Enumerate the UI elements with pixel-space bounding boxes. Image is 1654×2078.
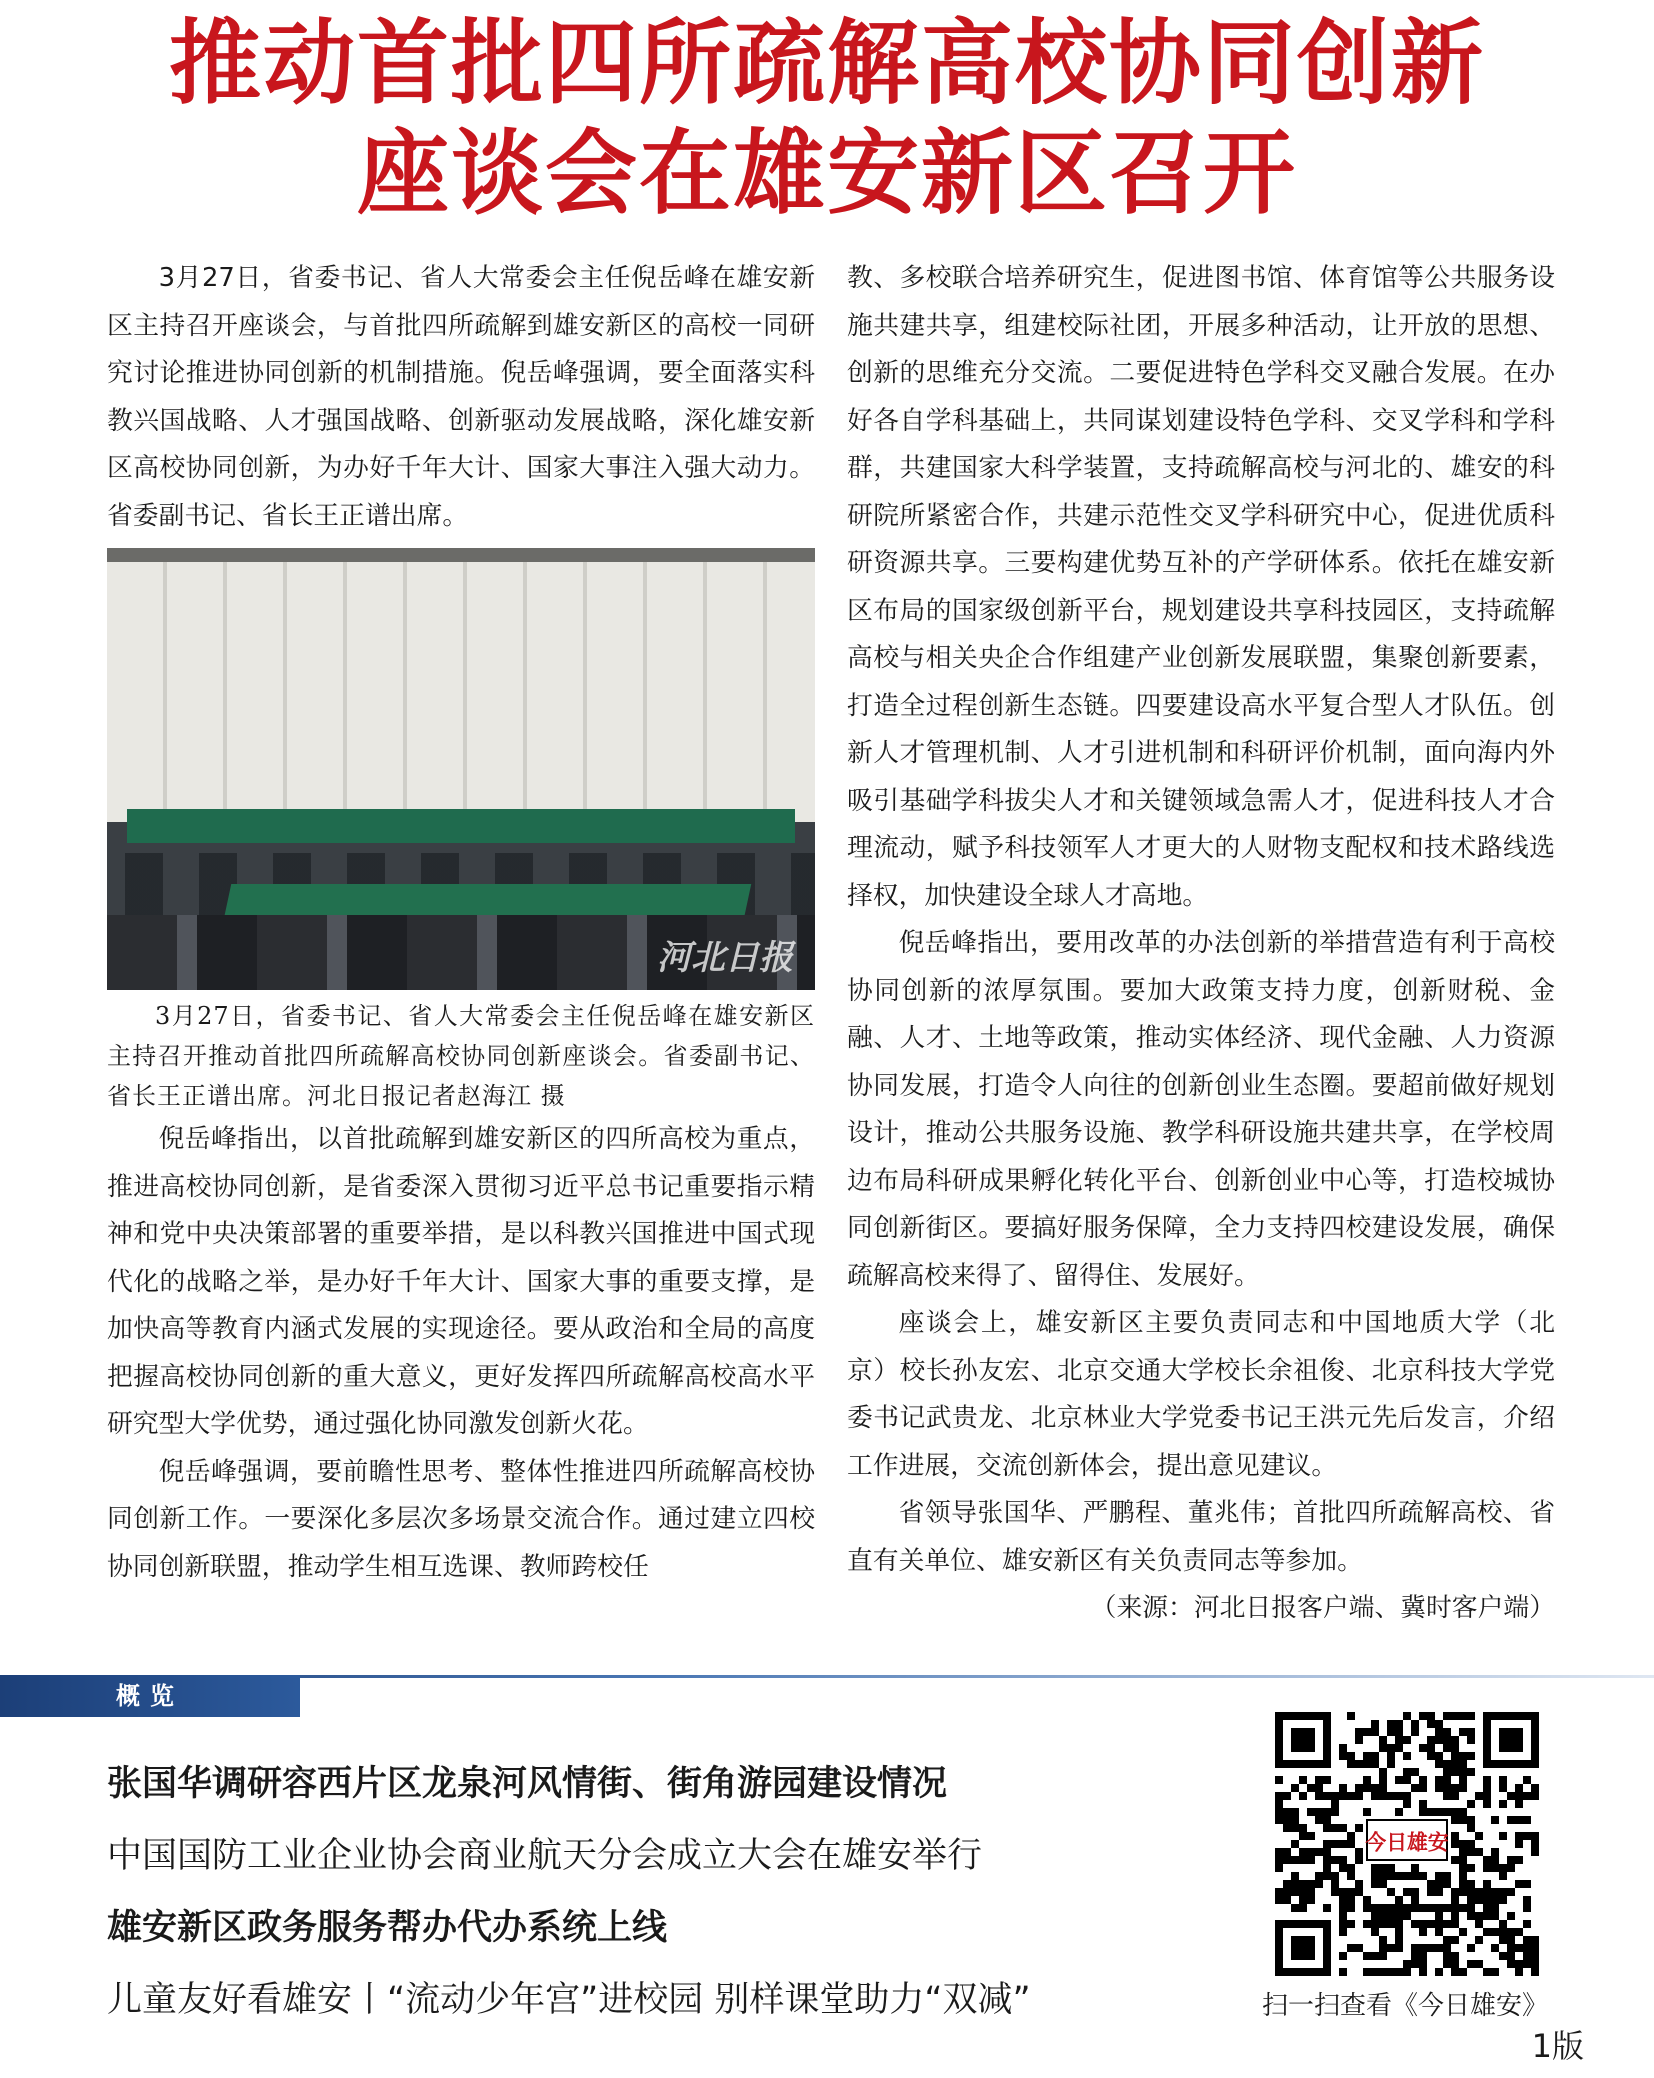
article-paragraph: 省领导张国华、严鹏程、董兆伟；首批四所疏解高校、省直有关单位、雄安新区有关负责同志等参加。 xyxy=(847,1498,1555,1576)
article-paragraph: 座谈会上，雄安新区主要负责同志和中国地质大学（北京）校长孙友宏、北京交通大学校长余祖俊、北京科技大学党委书记武贵龙、北京林业大学党委书记王洪元先后发言，介绍工作进展，交流创新体会，提出意见建议。 xyxy=(847,1308,1555,1481)
photo-caption: 3月27日，省委书记、省人大常委会主任倪岳峰在雄安新区主持召开推动首批四所疏解高校协同创新座谈会。省委副书记、省长王正谱出席。河北日报记者赵海江 摄 xyxy=(107,1002,815,1110)
overview-item[interactable]: 中国国防工业企业协会商业航天分会成立大会在雄安举行 xyxy=(107,1836,983,1876)
article-paragraph: 倪岳峰指出，要用改革的办法创新的举措营造有利于高校协同创新的浓厚氛围。要加大政策支持力度，创新财税、金融、人才、土地等政策，推动实体经济、现代金融、人力资源协同发展，打造令人向往的创新创业生态圈。要超前做好规划设计，推动公共服务设施、教学科研设施共建共享，在学校周边布局科研成果孵化转化平台、创新创业中心等，打造校城协同创新街区。要搞好服务保障，全力支持四校建设发展，确保疏解高校来得了、留得住、发展好。 xyxy=(847,928,1555,1291)
article-paragraph: 倪岳峰指出，以首批疏解到雄安新区的四所高校为重点，推进高校协同创新，是省委深入贯彻习近平总书记重要指示精神和党中央决策部署的重要举措，是以科教兴国推进中国式现代化的战略之举，是办好千年大计、国家大事的重要支撑，是加快高等教育内涵式发展的实现途径。要从政治和全局的高度把握高校协同创新的重大意义，更好发挥四所疏解高校高水平研究型大学优势，通过强化协同激发创新火花。 xyxy=(107,1124,815,1439)
overview-item[interactable]: 儿童友好看雄安丨“流动少年宫”进校园 别样课堂助力“双减” xyxy=(107,1980,1031,2020)
article-left-column xyxy=(107,255,815,1591)
overview-label: 概览 xyxy=(0,1675,300,1717)
overview-item[interactable]: 张国华调研容西片区龙泉河风情街、街角游园建设情况 xyxy=(107,1764,948,1804)
photo-watermark: 河北日报 xyxy=(657,937,793,978)
article-right-column xyxy=(847,255,1555,1633)
qr-code[interactable] xyxy=(1275,1712,1539,1976)
meeting-photo xyxy=(107,548,815,990)
headline-line-1: 推动首批四所疏解高校协同创新 xyxy=(168,9,1485,117)
article-paragraph: 倪岳峰强调，要前瞻性思考、整体性推进四所疏解高校协同创新工作。一要深化多层次多场景交流合作。通过建立四校协同创新联盟，推动学生相互选课、教师跨校任 xyxy=(107,1456,815,1582)
article-source: （来源：河北日报客户端、冀时客户端） xyxy=(1090,1593,1555,1623)
article-paragraph: 教、多校联合培养研究生，促进图书馆、体育馆等公共服务设施共建共享，组建校际社团，开展多种活动，让开放的思想、创新的思维充分交流。二要促进特色学科交叉融合发展。在办好各自学科基础上，共同谋划建设特色学科、交叉学科和学科群，共建国家大科学装置，支持疏解高校与河北的、雄安的科研院所紧密合作，共建示范性交叉学科研究中心，促进优质科研资源共享。三要构建优势互补的产学研体系。依托在雄安新区布局的国家级创新平台，规划建设共享科技园区，支持疏解高校与相关央企合作组建产业创新发展联盟，集聚创新要素，打造全过程创新生态链。四要建设高水平复合型人才队伍。创新人才管理机制、人才引进机制和科研评价机制，面向海内外吸引基础学科拔尖人才和关键领域急需人才，促进科技人才合理流动，赋予科技领军人才更大的人财物支配权和技术路线选择权，加快建设全球人才高地。 xyxy=(847,263,1555,911)
overview-list xyxy=(107,1748,1247,2036)
page-number: 1版 xyxy=(1531,2027,1584,2065)
headline-line-2: 座谈会在雄安新区召开 xyxy=(356,119,1297,227)
overview-item[interactable]: 雄安新区政务服务帮办代办系统上线 xyxy=(107,1908,668,1948)
qr-logo-text: 今日雄安 xyxy=(1365,1829,1449,1855)
qr-caption: 扫一扫查看《今日雄安》 xyxy=(1261,1991,1548,2021)
article-paragraph: 3月27日，省委书记、省人大常委会主任倪岳峰在雄安新区主持召开座谈会，与首批四所疏解到雄安新区的高校一同研究讨论推进协同创新的机制措施。倪岳峰强调，要全面落实科教兴国战略、人才强国战略、创新驱动发展战略，深化雄安新区高校协同创新，为办好千年大计、国家大事注入强大动力。省委副书记、省长王正谱出席。 xyxy=(107,263,815,531)
